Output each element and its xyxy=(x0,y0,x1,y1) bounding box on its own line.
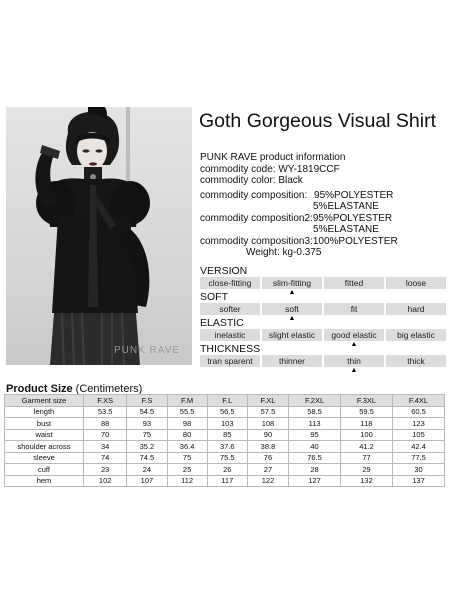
measurement-value: 34 xyxy=(84,441,127,453)
measurement-value: 74.5 xyxy=(127,452,167,464)
info-composition-1 xyxy=(200,190,398,202)
measurement-value: 137 xyxy=(392,475,444,487)
selection-marker-icon: ▲ xyxy=(288,289,296,296)
measurement-value: 35.2 xyxy=(127,441,167,453)
measurement-value: 108 xyxy=(247,418,288,430)
measurement-name: shoulder across xyxy=(5,441,84,453)
measurement-value: 113 xyxy=(289,418,341,430)
measurement-value: 95 xyxy=(289,429,341,441)
measurement-value: 117 xyxy=(207,475,247,487)
table-row xyxy=(5,406,445,418)
measurement-value: 60.5 xyxy=(392,406,444,418)
measurement-value: 127 xyxy=(289,475,341,487)
option-cell: close-fitting xyxy=(200,277,260,289)
option-cell: good elastic xyxy=(324,329,384,341)
measurement-value: 103 xyxy=(207,418,247,430)
selection-marker-row xyxy=(200,367,446,375)
size-header-label: Garment size xyxy=(5,395,84,407)
measurement-value: 76.5 xyxy=(289,452,341,464)
measurement-value: 112 xyxy=(167,475,207,487)
size-header-cell: F.3XL xyxy=(341,395,393,407)
measurement-value: 123 xyxy=(392,418,444,430)
measurement-value: 118 xyxy=(341,418,393,430)
measurement-value: 27 xyxy=(247,464,288,476)
info-weight: Weight: kg-0.375 xyxy=(246,247,322,258)
info-composition-2 xyxy=(200,213,398,225)
measurement-name: sleeve xyxy=(5,452,84,464)
product-photo xyxy=(6,107,192,365)
size-header-cell: F.L xyxy=(207,395,247,407)
size-header-cell: F.4XL xyxy=(392,395,444,407)
measurement-value: 36.4 xyxy=(167,441,207,453)
table-row xyxy=(5,464,445,476)
attribute-label: ELASTIC xyxy=(200,317,244,329)
measurement-value: 70 xyxy=(84,429,127,441)
info-code: commodity code: WY-1819CCF xyxy=(200,163,340,175)
measurement-value: 132 xyxy=(341,475,393,487)
attribute-label: THICKNESS xyxy=(200,343,261,355)
measurement-value: 54.5 xyxy=(127,406,167,418)
measurement-value: 77 xyxy=(341,452,393,464)
measurement-value: 24 xyxy=(127,464,167,476)
selection-marker-icon: ▲ xyxy=(288,315,296,322)
option-cell: loose xyxy=(386,277,446,289)
option-cell: thin xyxy=(324,355,384,367)
measurement-value: 53.5 xyxy=(84,406,127,418)
measurement-name: bust xyxy=(5,418,84,430)
measurement-name: length xyxy=(5,406,84,418)
option-cell: slim-fitting xyxy=(262,277,322,289)
composition-2-value-b: 5%ELASTANE xyxy=(313,224,379,235)
size-table-header-row xyxy=(5,395,445,407)
option-cell: inelastic xyxy=(200,329,260,341)
composition-1-value-a: 95%POLYESTER xyxy=(314,189,394,201)
size-header-cell: F.2XL xyxy=(289,395,341,407)
measurement-value: 77.5 xyxy=(392,452,444,464)
measurement-value: 58.5 xyxy=(289,406,341,418)
measurement-value: 75 xyxy=(127,429,167,441)
measurement-value: 74 xyxy=(84,452,127,464)
option-cell: fitted xyxy=(324,277,384,289)
option-cell: big elastic xyxy=(386,329,446,341)
selection-marker-icon xyxy=(386,367,446,375)
measurement-name: hem xyxy=(5,475,84,487)
option-cell: thinner xyxy=(262,355,322,367)
attribute-label: VERSION xyxy=(200,265,248,277)
measurement-value: 23 xyxy=(84,464,127,476)
composition-1-label: commodity composition: xyxy=(200,189,308,201)
composition-2-label: commodity composition2: xyxy=(200,212,313,224)
measurement-value: 98 xyxy=(167,418,207,430)
option-cell: soft xyxy=(262,303,322,315)
selection-marker-icon xyxy=(200,367,260,375)
measurement-value: 105 xyxy=(392,429,444,441)
option-cell: thick xyxy=(386,355,446,367)
measurement-value: 41.2 xyxy=(341,441,393,453)
measurement-value: 55.5 xyxy=(167,406,207,418)
info-color: commodity color: Black xyxy=(200,175,303,186)
measurement-value: 42.4 xyxy=(392,441,444,453)
attribute-thickness xyxy=(200,343,446,375)
measurement-value: 75 xyxy=(167,452,207,464)
option-cell: tran sparent xyxy=(200,355,260,367)
measurement-value: 37.6 xyxy=(207,441,247,453)
option-cell: hard xyxy=(386,303,446,315)
composition-1-value-b: 5%ELASTANE xyxy=(313,201,379,212)
brand-watermark: PUNK RAVE xyxy=(114,345,181,356)
table-row xyxy=(5,475,445,487)
measurement-value: 88 xyxy=(84,418,127,430)
measurement-name: cuff xyxy=(5,464,84,476)
composition-2-value-a: 95%POLYESTER xyxy=(312,212,393,224)
info-heading: PUNK RAVE product information xyxy=(200,152,346,163)
measurement-value: 90 xyxy=(247,429,288,441)
measurement-value: 25 xyxy=(167,464,207,476)
size-table-title-unit: (Centimeters) xyxy=(72,383,143,395)
option-cell: softer xyxy=(200,303,260,315)
product-title: Goth Gorgeous Visual Shirt xyxy=(199,110,437,132)
selection-marker-icon xyxy=(262,367,322,375)
measurement-value: 29 xyxy=(341,464,393,476)
measurement-value: 56.5 xyxy=(207,406,247,418)
size-table xyxy=(4,394,445,487)
table-row xyxy=(5,441,445,453)
table-row xyxy=(5,452,445,464)
option-cell: fit xyxy=(324,303,384,315)
size-table-body xyxy=(5,406,445,487)
attribute-label: SOFT xyxy=(200,291,228,303)
measurement-value: 102 xyxy=(84,475,127,487)
measurement-value: 38.8 xyxy=(247,441,288,453)
measurement-value: 26 xyxy=(207,464,247,476)
measurement-value: 76 xyxy=(247,452,288,464)
measurement-value: 28 xyxy=(289,464,341,476)
measurement-value: 122 xyxy=(247,475,288,487)
product-info xyxy=(200,152,398,259)
measurement-value: 40 xyxy=(289,441,341,453)
size-header-cell: F.M xyxy=(167,395,207,407)
measurement-name: waist xyxy=(5,429,84,441)
selection-marker-icon: ▲ xyxy=(350,367,358,374)
measurement-value: 59.5 xyxy=(341,406,393,418)
measurement-value: 75.5 xyxy=(207,452,247,464)
info-composition-3: commodity composition3:100%POLYESTER xyxy=(200,235,398,247)
size-header-cell: F.XL xyxy=(247,395,288,407)
table-row xyxy=(5,418,445,430)
size-header-cell: F.XS xyxy=(84,395,127,407)
size-header-cell: F.S xyxy=(127,395,167,407)
measurement-value: 85 xyxy=(207,429,247,441)
size-table-title-bold: Product Size xyxy=(6,383,73,395)
model-illustration xyxy=(6,107,192,365)
measurement-value: 107 xyxy=(127,475,167,487)
table-row xyxy=(5,429,445,441)
measurement-value: 93 xyxy=(127,418,167,430)
measurement-value: 80 xyxy=(167,429,207,441)
measurement-value: 30 xyxy=(392,464,444,476)
selection-marker-icon: ▲ xyxy=(350,341,358,348)
measurement-value: 57.5 xyxy=(247,406,288,418)
measurement-value: 100 xyxy=(341,429,393,441)
option-cell: slight elastic xyxy=(262,329,322,341)
